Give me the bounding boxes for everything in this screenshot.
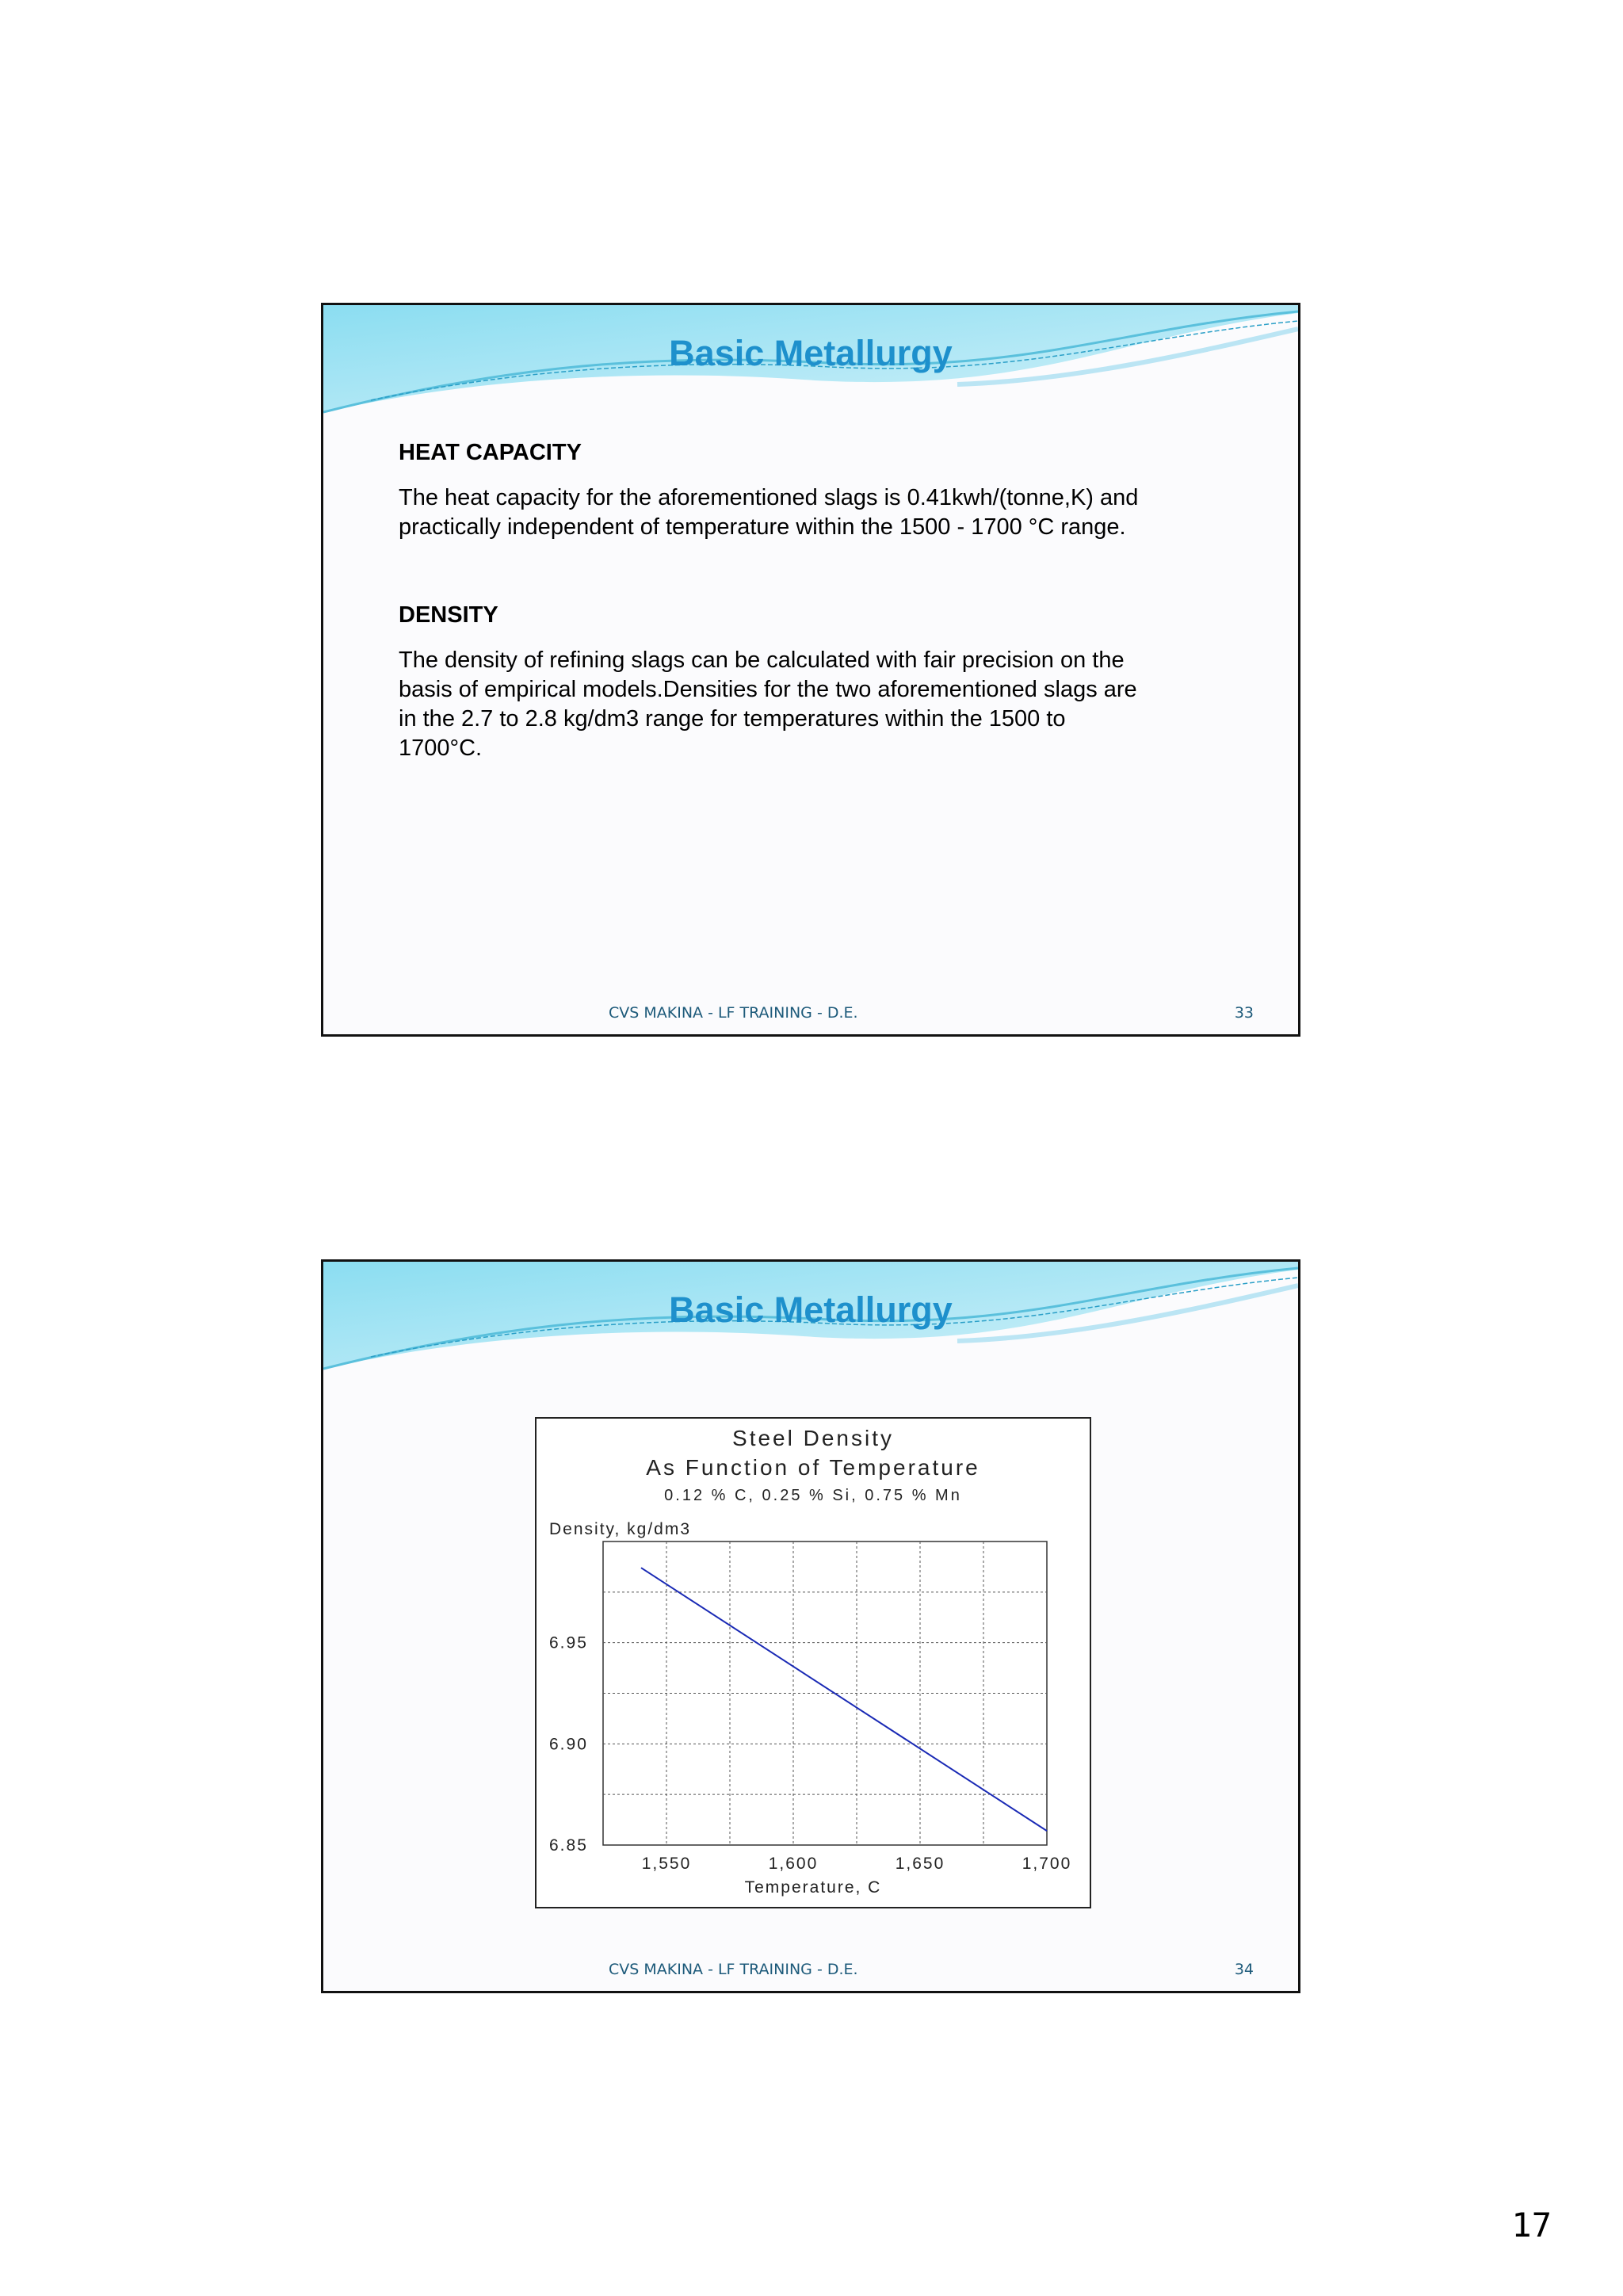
x-tick-label: 1,600 (768, 1855, 819, 1873)
body-line: in the 2.7 to 2.8 kg/dm3 range for temperatures within the 1500 to (399, 706, 1066, 732)
slide-34 (321, 1259, 1300, 1993)
body-line: The density of refining slags can be calculated with fair precision on the (399, 648, 1125, 673)
slide-title: Basic Metallurgy (669, 333, 953, 373)
density-section (399, 602, 1207, 763)
y-tick-label: 6.85 (549, 1836, 588, 1855)
steel-density-chart (535, 1417, 1091, 1908)
x-tick-label: 1,650 (895, 1855, 945, 1873)
body-line: practically independent of temperature within the 1500 - 1700 °C range. (399, 514, 1126, 540)
section-heading: HEAT CAPACITY (399, 440, 582, 465)
x-tick-label: 1,700 (1022, 1855, 1072, 1873)
footer-text: CVS MAKINA - LF TRAINING - D.E. (609, 1004, 858, 1022)
x-axis-label: Temperature, C (744, 1878, 882, 1897)
body-line: 1700°C. (399, 735, 483, 761)
chart-subtitle: As Function of Temperature (646, 1455, 980, 1480)
body-line: The heat capacity for the aforementioned slags is 0.41kwh/(tonne,K) and (399, 485, 1139, 510)
slide-33 (321, 303, 1300, 1037)
chart-note: 0.12 % C, 0.25 % Si, 0.75 % Mn (664, 1487, 962, 1504)
x-tick-label: 1,550 (641, 1855, 692, 1873)
y-axis-label: Density, kg/dm3 (549, 1520, 691, 1538)
section-heading: DENSITY (399, 602, 498, 628)
series-line (641, 1568, 1047, 1831)
chart-svg (537, 1419, 1090, 1907)
page-number: 17 (1511, 2206, 1552, 2244)
plot-area (549, 1541, 1071, 1873)
slide-title: Basic Metallurgy (669, 1289, 953, 1330)
slide-number: 34 (1234, 1961, 1254, 1978)
y-tick-label: 6.95 (549, 1633, 588, 1652)
body-line: basis of empirical models.Densities for the two aforementioned slags are (399, 677, 1137, 702)
footer-text: CVS MAKINA - LF TRAINING - D.E. (609, 1961, 858, 1978)
y-tick-label: 6.90 (549, 1735, 588, 1754)
slide-number: 33 (1234, 1004, 1254, 1022)
chart-title: Steel Density (732, 1426, 894, 1450)
heat-capacity-section (399, 440, 1207, 542)
